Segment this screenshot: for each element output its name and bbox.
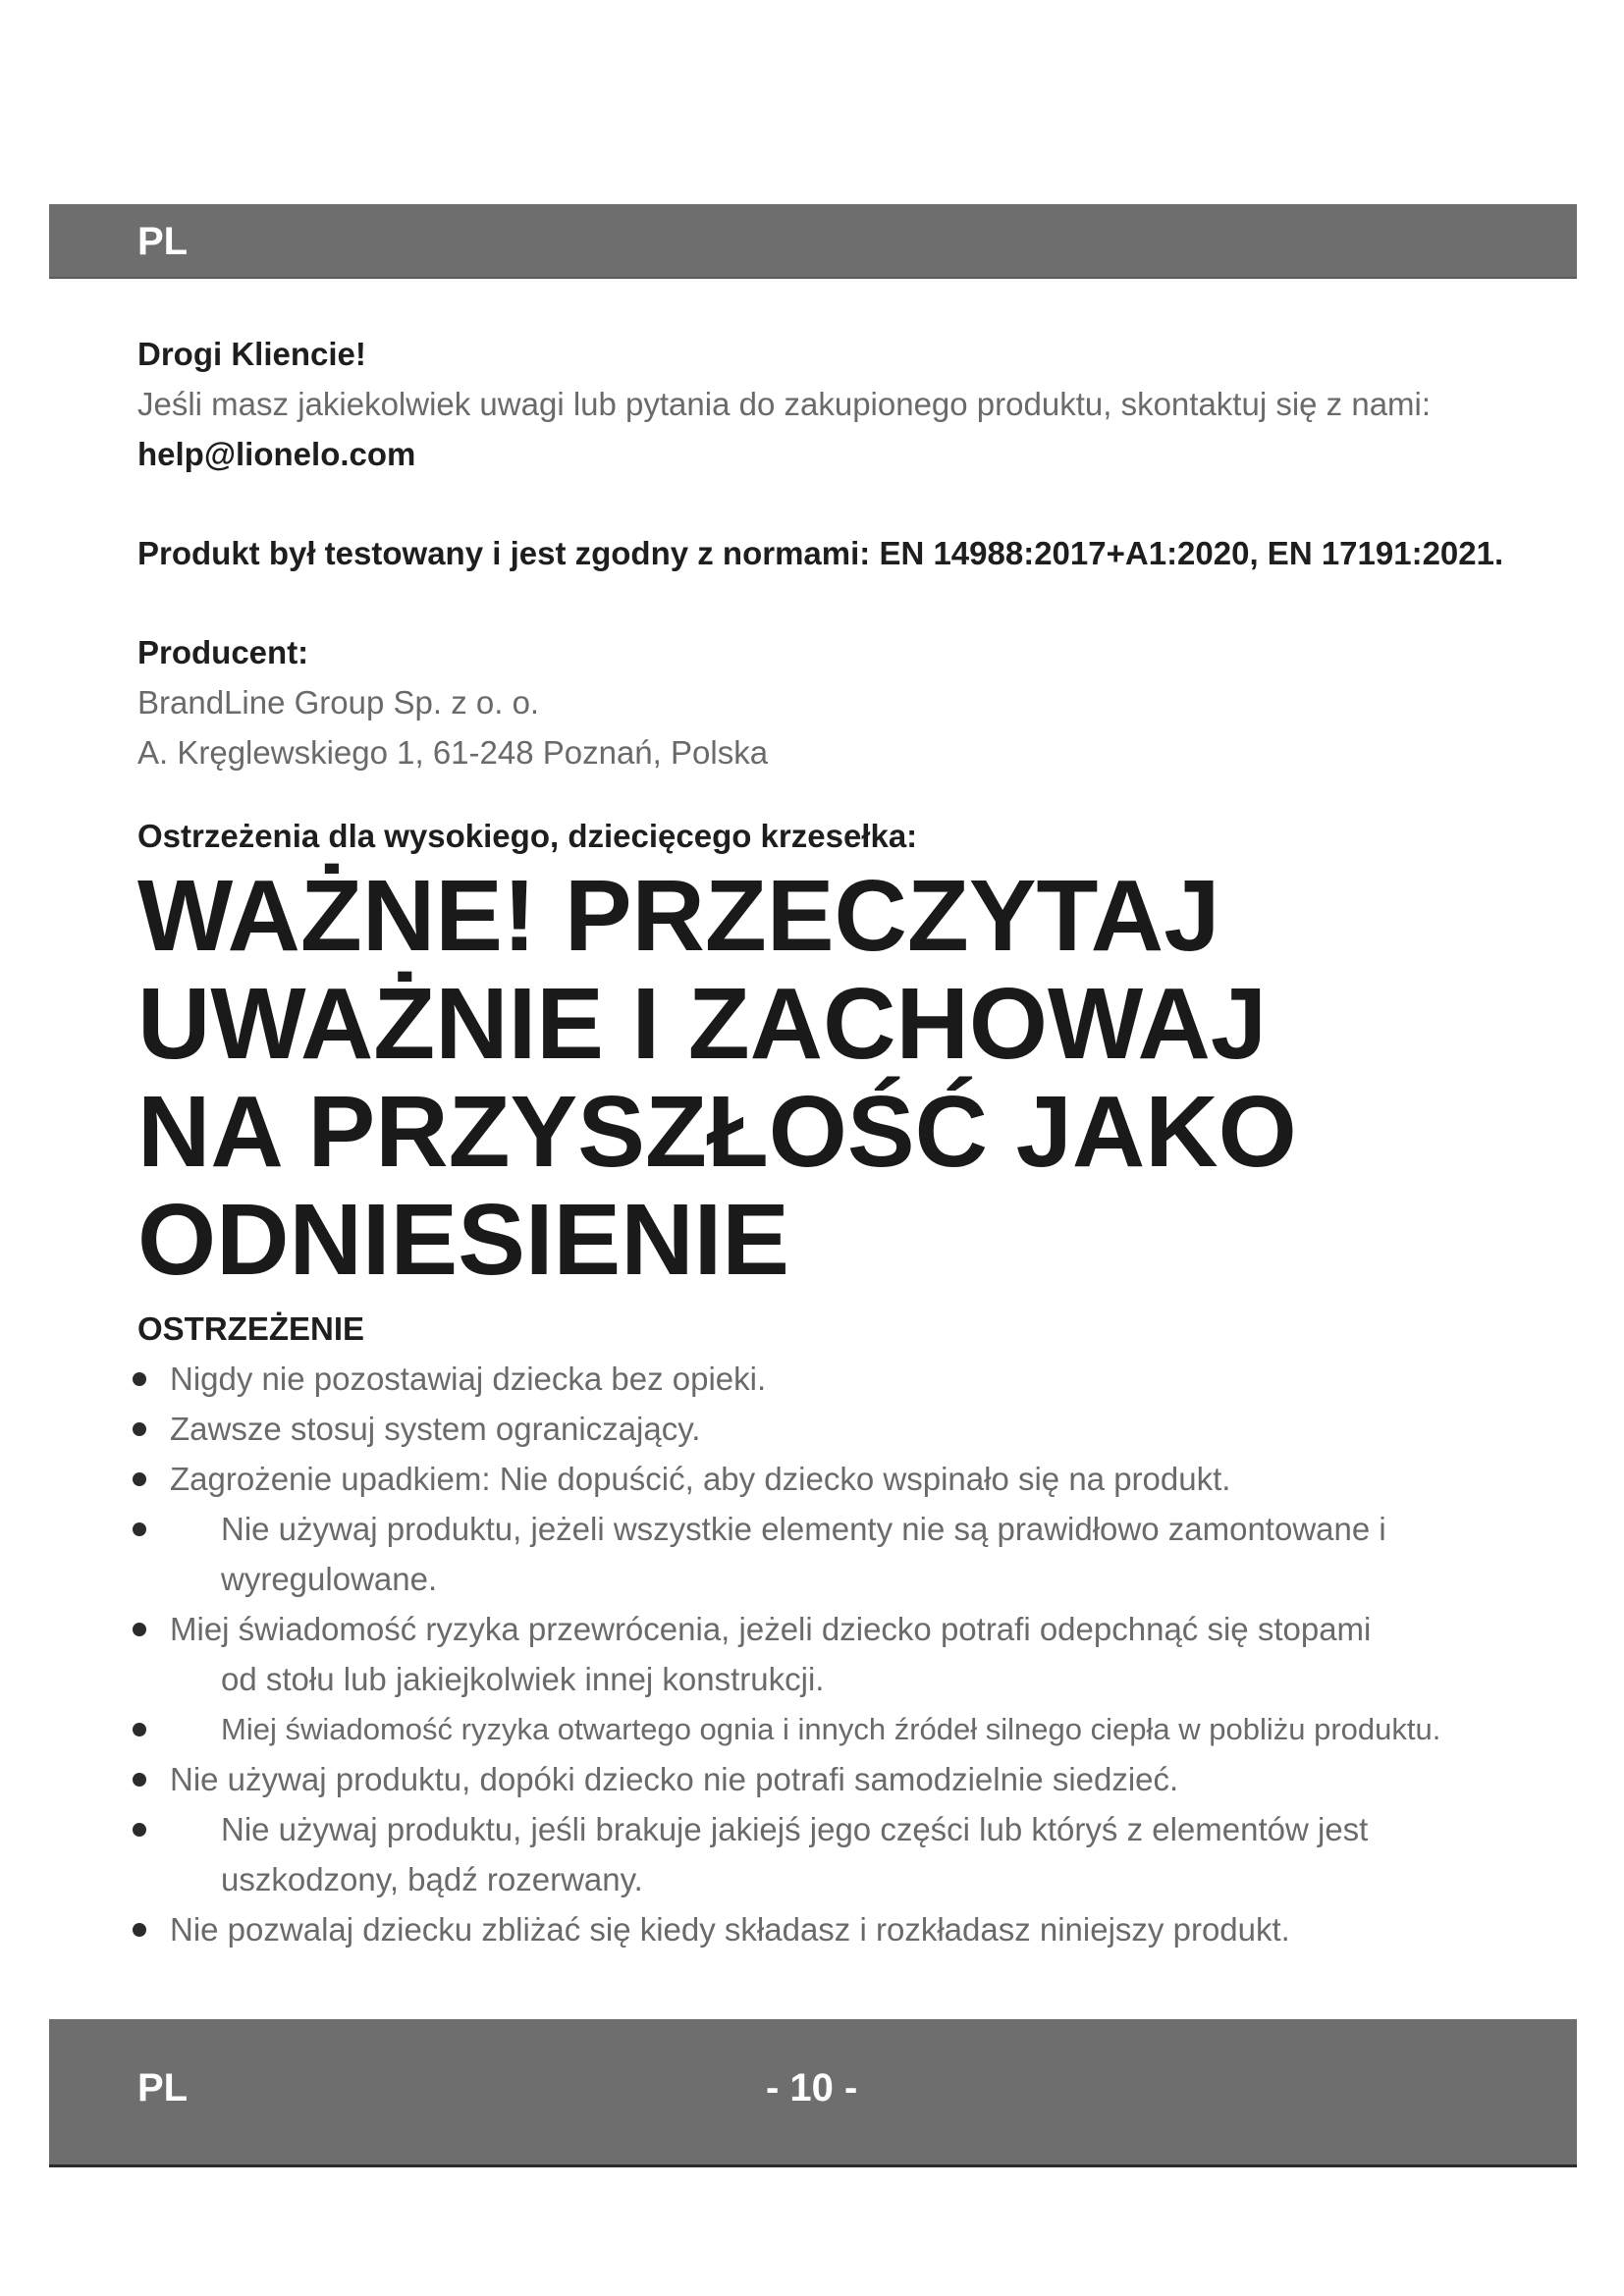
bullet-icon (133, 1823, 146, 1837)
header-language-label: PL (137, 220, 189, 263)
producer-title: Producent: (137, 634, 309, 670)
list-item-text-continued: wyregulowane. (221, 1561, 438, 1597)
list-item-text-continued: od stołu lub jakiejkolwiek innej konstrukcji. (221, 1661, 825, 1697)
list-item (133, 1354, 1566, 1404)
list-item-text: Zawsze stosuj system ograniczający. (170, 1411, 701, 1447)
producer-address: A. Kręglewskiego 1, 61-248 Poznań, Polska (137, 734, 769, 771)
bullet-icon (133, 1623, 146, 1636)
list-item (133, 1904, 1566, 1954)
list-item (133, 1454, 1566, 1504)
list-item-text: Nie używaj produktu, jeżeli wszystkie elementy nie są prawidłowo zamontowane i (221, 1511, 1386, 1547)
bullet-icon (133, 1723, 146, 1736)
list-item-text: Miej świadomość ryzyka otwartego ognia i innych źródeł silnego ciepła w pobliżu produktu. (221, 1712, 1441, 1746)
footer-bar (49, 2019, 1577, 2167)
bullet-icon (133, 1522, 146, 1536)
list-item (133, 1804, 1566, 1904)
headline (137, 859, 1571, 1296)
headline-line: ODNIESIENIE (137, 1183, 789, 1296)
list-item-text-continued: uszkodzony, bądź rozerwany. (221, 1861, 643, 1897)
list-item-text: Zagrożenie upadkiem: Nie dopuścić, aby dziecko wspinało się na produkt. (170, 1461, 1231, 1497)
bullet-icon (133, 1773, 146, 1787)
list-item (133, 1754, 1566, 1804)
list-item (133, 1704, 1566, 1754)
page-content (137, 329, 1571, 1954)
producer-name: BrandLine Group Sp. z o. o. (137, 684, 540, 721)
list-item-text: Miej świadomość ryzyka przewrócenia, jeżeli dziecko potrafi odepchnąć się stopami (170, 1611, 1372, 1647)
warning-list (133, 1354, 1566, 1954)
warning-section-title: OSTRZEŻENIE (137, 1310, 365, 1347)
headline-line: NA PRZYSZŁOŚĆ JAKO (137, 1075, 1297, 1188)
list-item (133, 1604, 1566, 1704)
page-number: - 10 - (766, 2066, 858, 2109)
list-item-text: Nigdy nie pozostawiaj dziecka bez opieki. (170, 1361, 767, 1397)
bullet-icon (133, 1472, 146, 1486)
header-bar (49, 204, 1577, 279)
standards-statement: Produkt był testowany i jest zgodny z normami: EN 14988:2017+A1:2020, EN 17191:2021. (137, 535, 1504, 571)
greeting: Drogi Kliencie! (137, 336, 366, 372)
warnings-subtitle: Ostrzeżenia dla wysokiego, dziecięcego krzesełka: (137, 818, 918, 854)
headline-line: WAŻNE! PRZECZYTAJ (137, 859, 1220, 972)
headline-line: UWAŻNIE I ZACHOWAJ (137, 967, 1268, 1080)
list-item-text: Nie używaj produktu, jeśli brakuje jakiejś jego części lub któryś z elementów jest (221, 1811, 1369, 1847)
contact-email: help@lionelo.com (137, 436, 416, 472)
bullet-icon (133, 1923, 146, 1937)
bullet-icon (133, 1422, 146, 1436)
list-item (133, 1504, 1566, 1604)
list-item-text: Nie używaj produktu, dopóki dziecko nie potrafi samodzielnie siedzieć. (170, 1761, 1179, 1797)
list-item (133, 1404, 1566, 1454)
contact-text: Jeśli masz jakiekolwiek uwagi lub pytania do zakupionego produktu, skontaktuj się z nami: (137, 386, 1432, 422)
footer-language-label: PL (137, 2066, 189, 2109)
list-item-text: Nie pozwalaj dziecku zbliżać się kiedy składasz i rozkładasz niniejszy produkt. (170, 1911, 1290, 1948)
bullet-icon (133, 1372, 146, 1386)
